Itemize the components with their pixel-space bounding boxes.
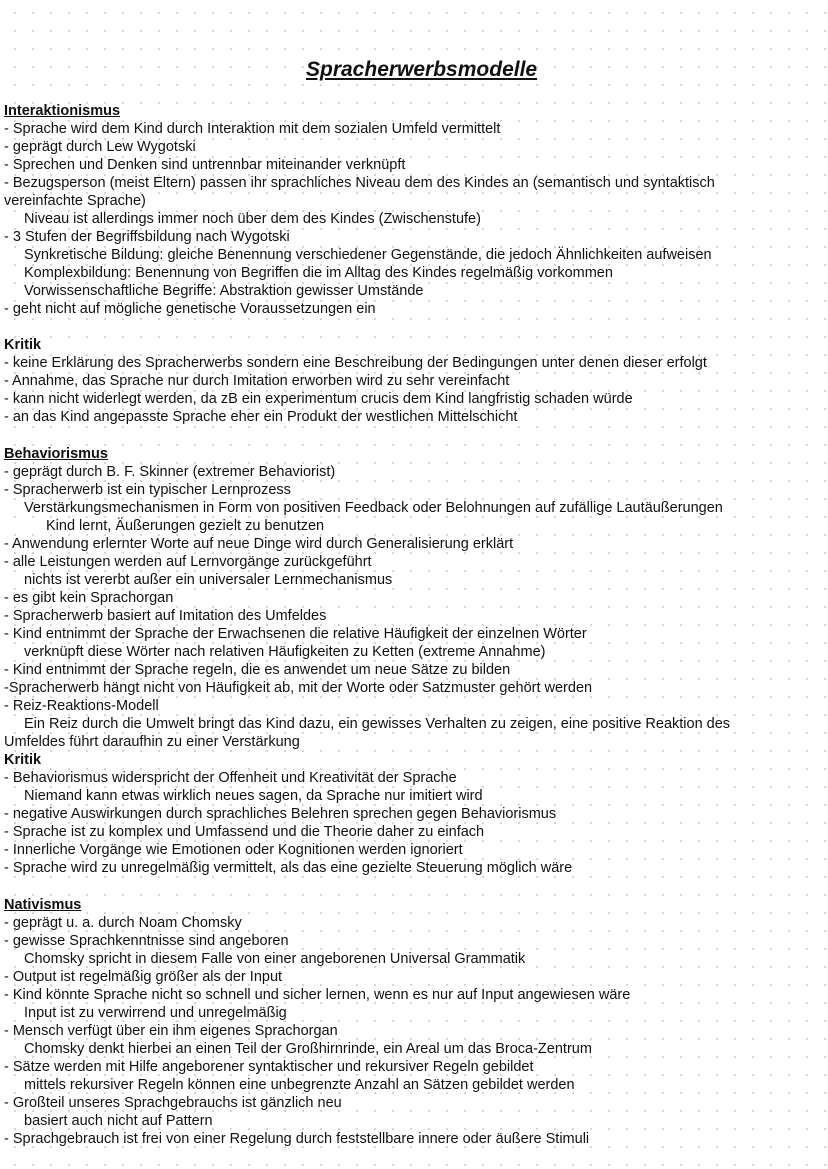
text-line: - Kind könnte Sprache nicht so schnell und sicher lernen, wenn es nur auf Input angewiesen wäre xyxy=(4,987,631,1003)
kritik-heading: Kritik xyxy=(4,337,42,353)
text-line: Ein Reiz durch die Umwelt bringt das Kind dazu, ein gewisses Verhalten zu zeigen, eine positive Reaktion des xyxy=(24,716,731,732)
kritik-line: - Annahme, das Sprache nur durch Imitation erworben wird zu sehr vereinfacht xyxy=(4,373,510,389)
kritik-line: - kann nicht widerlegt werden, da zB ein experimentum crucis dem Kind langfristig schaden würde xyxy=(4,391,633,407)
section-heading: Nativismus xyxy=(4,897,82,913)
text-line: - es gibt kein Sprachorgan xyxy=(4,590,174,606)
kritik-line: - Behaviorismus widerspricht der Offenheit und Kreativität der Sprache xyxy=(4,770,457,786)
text-line: - Anwendung erlernter Worte auf neue Dinge wird durch Generalisierung erklärt xyxy=(4,536,514,552)
text-line: - geht nicht auf mögliche genetische Voraussetzungen ein xyxy=(4,301,376,317)
text-line: verknüpft diese Wörter nach relativen Häufigkeiten zu Ketten (extreme Annahme) xyxy=(24,644,546,660)
text-line: - Sprache wird dem Kind durch Interaktion mit dem sozialen Umfeld vermittelt xyxy=(4,121,501,137)
text-line: - Spracherwerb basiert auf Imitation des Umfeldes xyxy=(4,608,327,624)
text-line: - alle Leistungen werden auf Lernvorgänge zurückgeführt xyxy=(4,554,372,570)
text-line: nichts ist vererbt außer ein universaler Lernmechanismus xyxy=(24,572,393,588)
text-line: - Großteil unseres Sprachgebrauchs ist gänzlich neu xyxy=(4,1095,342,1111)
text-line: - Sprachgebrauch ist frei von einer Regelung durch feststellbare innere oder äußere Stimuli xyxy=(4,1131,590,1147)
text-line: Verstärkungsmechanismen in Form von positiven Feedback oder Belohnungen auf zufällige Lautäußerungen xyxy=(24,500,723,516)
text-line: - Sprechen und Denken sind untrennbar miteinander verknüpft xyxy=(4,157,406,173)
text-line: Komplexbildung: Benennung von Begriffen die im Alltag des Kindes regelmäßig vorkommen xyxy=(24,265,613,281)
kritik-line: - keine Erklärung des Spracherwerbs sondern eine Beschreibung der Bedingungen unter denen dieser erfolgt xyxy=(4,355,707,371)
text-line: - Spracherwerb ist ein typischer Lernprozess xyxy=(4,482,291,498)
text-line: - Mensch verfügt über ein ihm eigenes Sprachorgan xyxy=(4,1023,338,1039)
text-line: Umfeldes führt daraufhin zu einer Verstärkung xyxy=(4,734,300,750)
text-line: - Sätze werden mit Hilfe angeborener syntaktischer und rekursiver Regeln gebildet xyxy=(4,1059,534,1075)
kritik-line: - Sprache wird zu unregelmäßig vermittelt, als das eine gezielte Steuerung möglich wäre xyxy=(4,860,573,876)
text-line: Chomsky spricht in diesem Falle von einer angeborenen Universal Grammatik xyxy=(24,951,526,967)
text-line: - Output ist regelmäßig größer als der Input xyxy=(4,969,283,985)
text-line: vereinfachte Sprache) xyxy=(4,193,146,209)
text-line: Input ist zu verwirrend und unregelmäßig xyxy=(24,1005,287,1021)
text-line: mittels rekursiver Regeln können eine unbegrenzte Anzahl an Sätzen gebildet werden xyxy=(24,1077,575,1093)
text-line: - 3 Stufen der Begriffsbildung nach Wygotski xyxy=(4,229,290,245)
section-heading: Behaviorismus xyxy=(4,446,108,462)
page-title: Spracherwerbsmodelle xyxy=(306,58,538,81)
text-line: - Bezugsperson (meist Eltern) passen ihr sprachliches Niveau dem des Kindes an (semantisch und syntaktisch xyxy=(4,175,715,191)
text-line: Kind lernt, Äußerungen gezielt zu benutzen xyxy=(46,518,325,534)
text-line: Vorwissenschaftliche Begriffe: Abstraktion gewisser Umstände xyxy=(24,283,424,299)
text-line: - Kind entnimmt der Sprache der Erwachsenen die relative Häufigkeit der einzelnen Wörter xyxy=(4,626,587,642)
text-line: Synkretische Bildung: gleiche Benennung verschiedener Gegenstände, die jedoch Ähnlichkeiten aufweisen xyxy=(24,247,712,263)
kritik-heading: Kritik xyxy=(4,752,42,768)
text-line: - geprägt durch Lew Wygotski xyxy=(4,139,196,155)
kritik-line: - Sprache ist zu komplex und Umfassend und die Theorie daher zu einfach xyxy=(4,824,485,840)
kritik-line: Niemand kann etwas wirklich neues sagen, da Sprache nur imitiert wird xyxy=(24,788,483,804)
text-line: - geprägt u. a. durch Noam Chomsky xyxy=(4,915,242,931)
kritik-line: - an das Kind angepasste Sprache eher ein Produkt der westlichen Mittelschicht xyxy=(4,409,518,425)
kritik-line: - Innerliche Vorgänge wie Emotionen oder Kognitionen werden ignoriert xyxy=(4,842,463,858)
text-line: - Kind entnimmt der Sprache regeln, die es anwendet um neue Sätze zu bilden xyxy=(4,662,511,678)
text-line: Niveau ist allerdings immer noch über dem des Kindes (Zwischenstufe) xyxy=(24,211,481,227)
kritik-line: - negative Auswirkungen durch sprachliches Belehren sprechen gegen Behaviorismus xyxy=(4,806,557,822)
text-line: - geprägt durch B. F. Skinner (extremer Behaviorist) xyxy=(4,464,336,480)
text-line: - Reiz-Reaktions-Modell xyxy=(4,698,159,714)
text-line: Chomsky denkt hierbei an einen Teil der Großhirnrinde, ein Areal um das Broca-Zentrum xyxy=(24,1041,592,1057)
text-line: basiert auch nicht auf Pattern xyxy=(24,1113,213,1129)
section-heading: Interaktionismus xyxy=(4,103,121,119)
text-line: -Spracherwerb hängt nicht von Häufigkeit ab, mit der Worte oder Satzmuster gehört werden xyxy=(4,680,593,696)
text-line: - gewisse Sprachkenntnisse sind angeboren xyxy=(4,933,289,949)
